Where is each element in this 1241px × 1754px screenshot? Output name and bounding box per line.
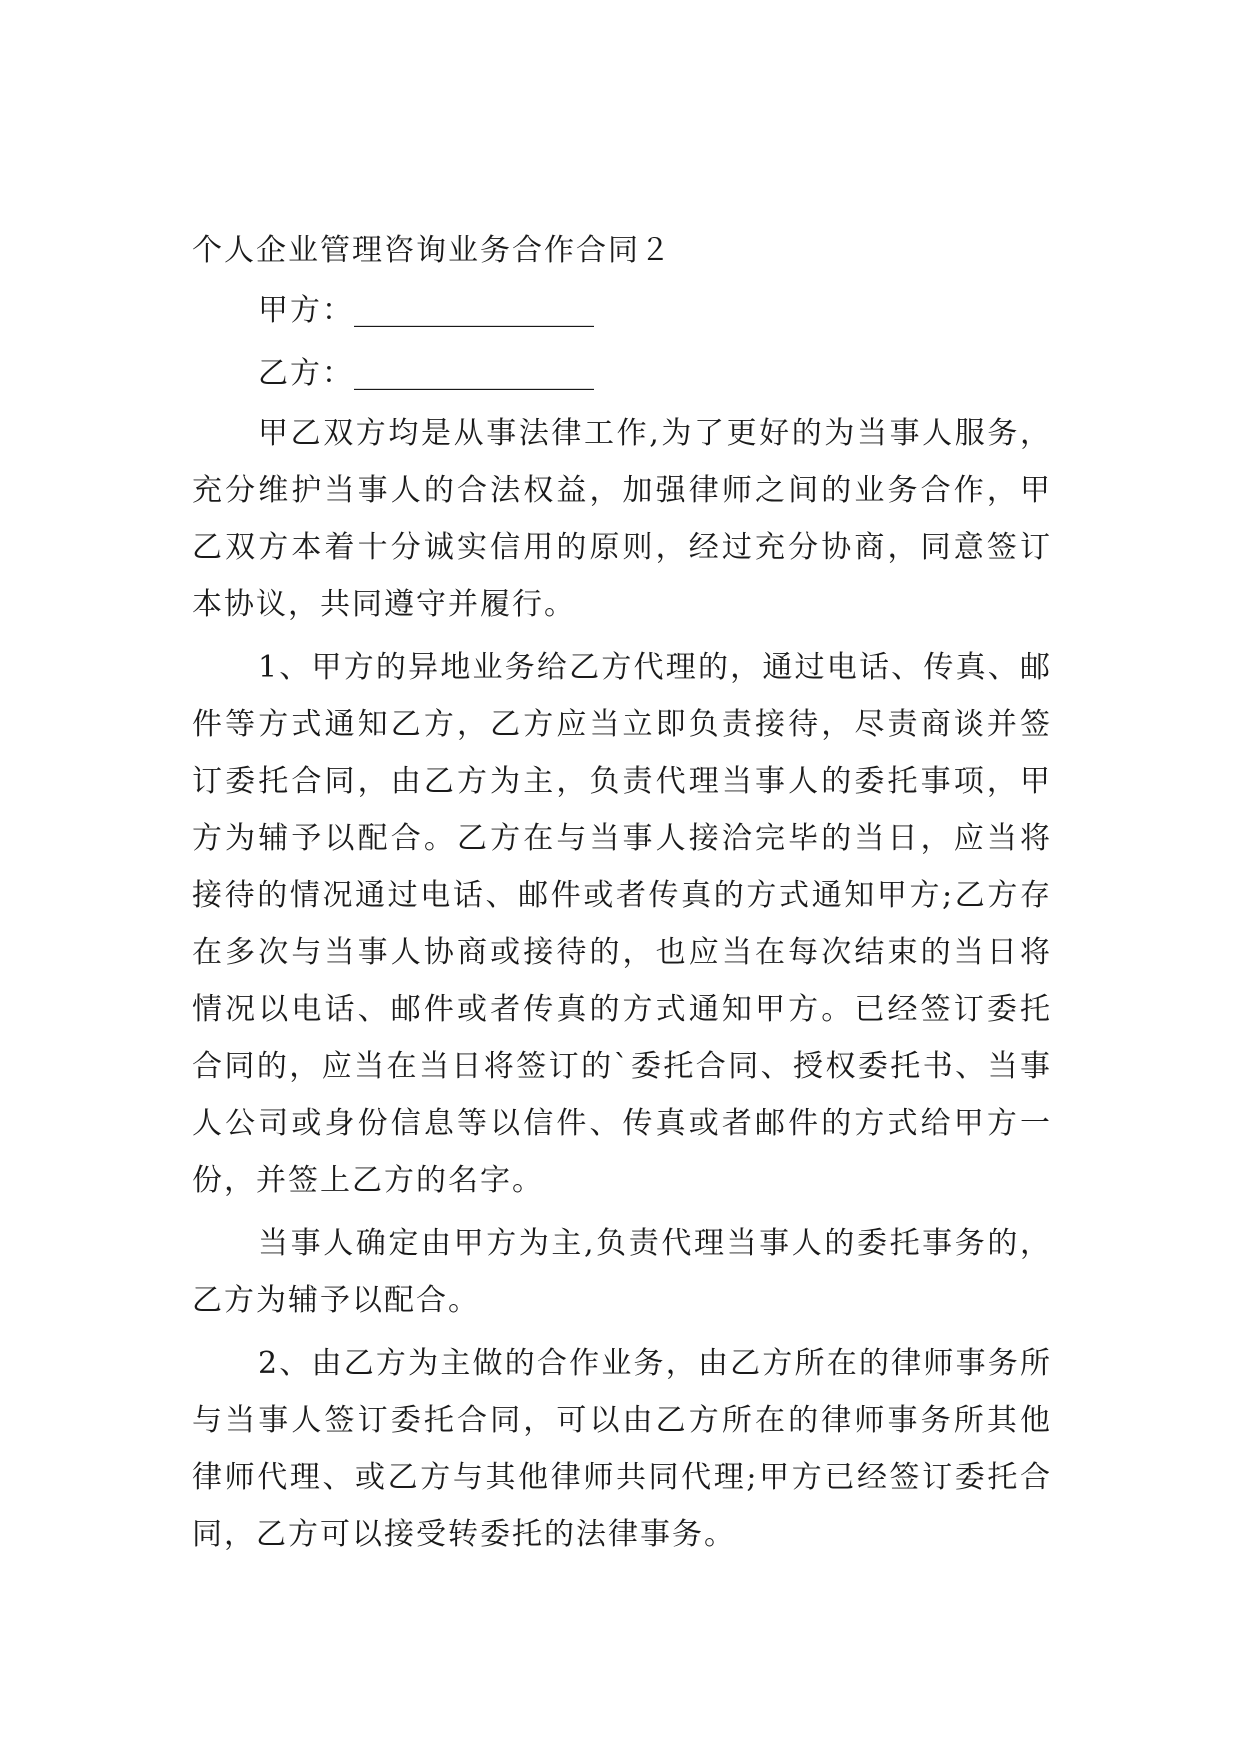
party-a-label: 甲方： — [258, 293, 354, 328]
paragraph-preamble: 甲乙双方均是从事法律工作,为了更好的为当事人服务，充分维护当事人的合法权益，加强律师之间的业务合作，甲乙双方本着十分诚实信用的原则，经过充分协商，同意签订本协议，共同遵守并履行。 — [192, 416, 1052, 622]
paragraph-clause-1: 1、甲方的异地业务给乙方代理的，通过电话、传真、邮件等方式通知乙方，乙方应当立即负责接待，尽责商谈并签订委托合同，由乙方为主，负责代理当事人的委托事项，甲方为辅予以配合。乙方在与当事人接洽完毕的当日，应当将接待的情况通过电话、邮件或者传真的方式通知甲方;乙方存在多次与当事人协商或接待的，也应当在每次结束的当日将情况以电话、邮件或者传真的方式通知甲方。已经签订委托合同的，应当在当日将签订的`委托合同、授权委托书、当事人公司或身份信息等以信件、传真或者邮件的方式给甲方一份，并签上乙方的名字。 — [192, 650, 1052, 1198]
paragraph-clause-2: 2、由乙方为主做的合作业务，由乙方所在的律师事务所与当事人签订委托合同，可以由乙方所在的律师事务所其他律师代理、或乙方与其他律师共同代理;甲方已经签订委托合同，乙方可以接受转委托的法律事务。 — [192, 1346, 1052, 1552]
party-a-line — [192, 279, 1052, 342]
party-b-line — [192, 342, 1052, 405]
party-b-label: 乙方： — [258, 356, 354, 391]
document-title: 个人企业管理咨询业务合作合同２ — [192, 233, 672, 268]
party-a-blank: ________________ — [354, 293, 594, 328]
document-body — [192, 222, 1052, 1569]
paragraph-clause-1-supplement: 当事人确定由甲方为主,负责代理当事人的委托事务的，乙方为辅予以配合。 — [192, 1226, 1052, 1318]
party-b-blank: ________________ — [354, 356, 594, 391]
